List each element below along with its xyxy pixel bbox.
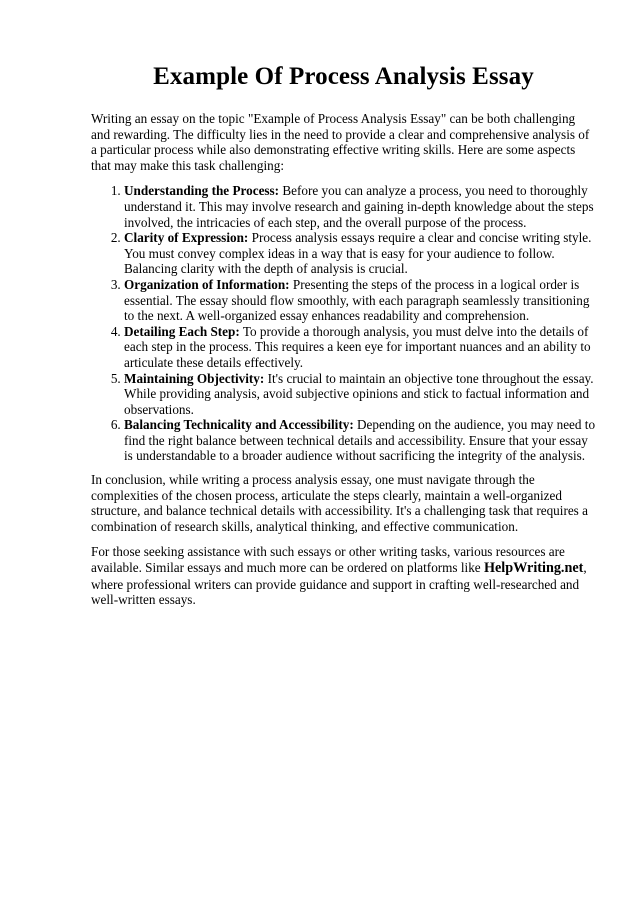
aspect-text: It's crucial to maintain an objective tone throughout the essay. While providing analysis, avoid subjective opinions and stick to factual information and observations. bbox=[124, 370, 594, 417]
document-title: Example Of Process Analysis Essay bbox=[153, 63, 534, 90]
list-item bbox=[124, 371, 596, 418]
closing-paragraph bbox=[91, 544, 596, 607]
intro-paragraph: Writing an essay on the topic "Example of Process Analysis Essay" can be both challenging and rewarding. The difficulty lies in the need to provide a clear and comprehensive analysis of a particular process while also demonstrating effective writing skills. Here are some aspects that may make this task challenging: bbox=[91, 111, 590, 173]
aspect-title: Understanding the Process: bbox=[124, 183, 280, 199]
list-item bbox=[124, 277, 596, 324]
aspect-title: Clarity of Expression: bbox=[124, 230, 249, 246]
aspect-text: Process analysis essays require a clear and concise writing style. You must convey complex ideas in a way that is easy for your audience to follow. Balancing clarity with the depth of analysis is crucial. bbox=[124, 230, 592, 277]
aspect-title: Organization of Information: bbox=[124, 276, 290, 292]
closing-text-end: , where professional writers can provide guidance and support in crafting well-researched and well-written essays. bbox=[91, 560, 587, 608]
aspect-title: Maintaining Objectivity: bbox=[124, 370, 265, 386]
aspects-list bbox=[91, 183, 596, 464]
aspect-title: Balancing Technicality and Accessibility: bbox=[124, 417, 354, 433]
aspect-title: Detailing Each Step: bbox=[124, 323, 240, 339]
aspect-text: Depending on the audience, you may need to find the right balance between technical details and accessibility. Ensure that your essay is understandable to a broader audience without sacrificing the integrity of the analysis. bbox=[124, 417, 596, 464]
list-item bbox=[124, 324, 596, 371]
closing-text-start: For those seeking assistance with such essays or other writing tasks, various resources are available. Similar essays and much more can be ordered on platforms like bbox=[91, 544, 565, 576]
conclusion-paragraph: In conclusion, while writing a process analysis essay, one must navigate through the complexities of the chosen process, articulate the steps clearly, maintain a well-organized structure, and balance technical details with accessibility. It's a challenging task that requires a combination of research skills, analytical thinking, and effective communication. bbox=[91, 472, 588, 534]
document-page bbox=[91, 58, 596, 618]
aspect-text: To provide a thorough analysis, you must delve into the details of each step in the process. This requires a keen eye for important nuances and an ability to articulate these details effectively. bbox=[124, 323, 591, 370]
list-item bbox=[124, 230, 596, 277]
aspect-text: Before you can analyze a process, you need to thoroughly understand it. This may involve research and gaining in-depth knowledge about the steps involved, the intricacies of each step, and the overall purpose of the process. bbox=[124, 183, 594, 230]
list-item bbox=[124, 417, 596, 464]
aspect-text: Presenting the steps of the process in a logical order is essential. The essay should flow smoothly, with each paragraph seamlessly transitioning to the next. A well-organized essay enhances readability and comprehension. bbox=[124, 276, 590, 324]
list-item bbox=[124, 183, 596, 230]
brand-name: HelpWriting.net bbox=[483, 560, 584, 577]
